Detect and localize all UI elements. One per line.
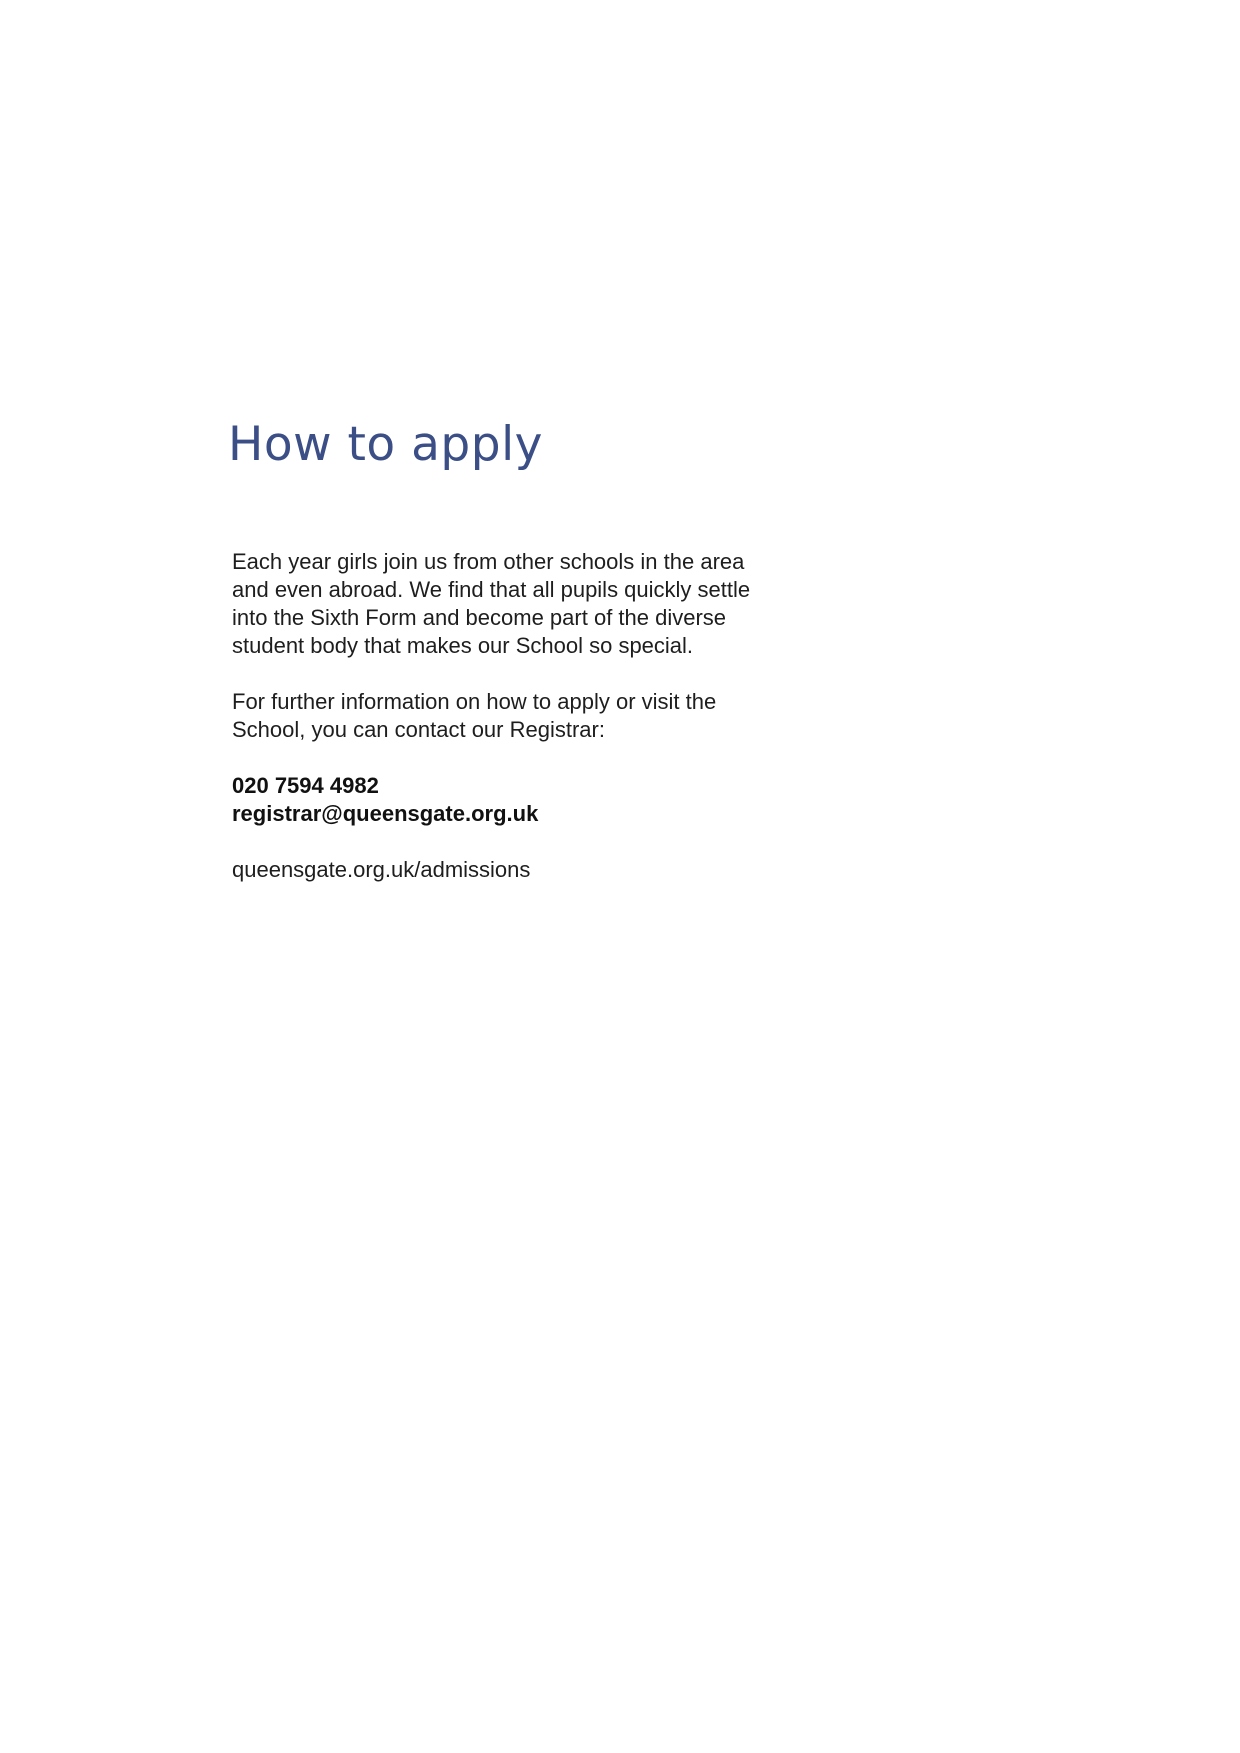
how-to-apply-section (228, 405, 792, 884)
admissions-website-link[interactable]: queensgate.org.uk/admissions (232, 857, 531, 882)
registrar-contact (232, 772, 792, 828)
further-info-paragraph: For further information on how to apply or visit the School, you can contact our Registrar: (232, 689, 717, 742)
page-title: How to apply (228, 417, 543, 472)
registrar-email[interactable]: registrar@queensgate.org.uk (232, 801, 539, 826)
registrar-phone[interactable]: 020 7594 4982 (232, 773, 379, 798)
body-text (232, 548, 792, 884)
intro-paragraph: Each year girls join us from other schools in the area and even abroad. We find that all pupils quickly settle into the Sixth Form and become part of the diverse student body that makes our School so special. (232, 549, 751, 658)
